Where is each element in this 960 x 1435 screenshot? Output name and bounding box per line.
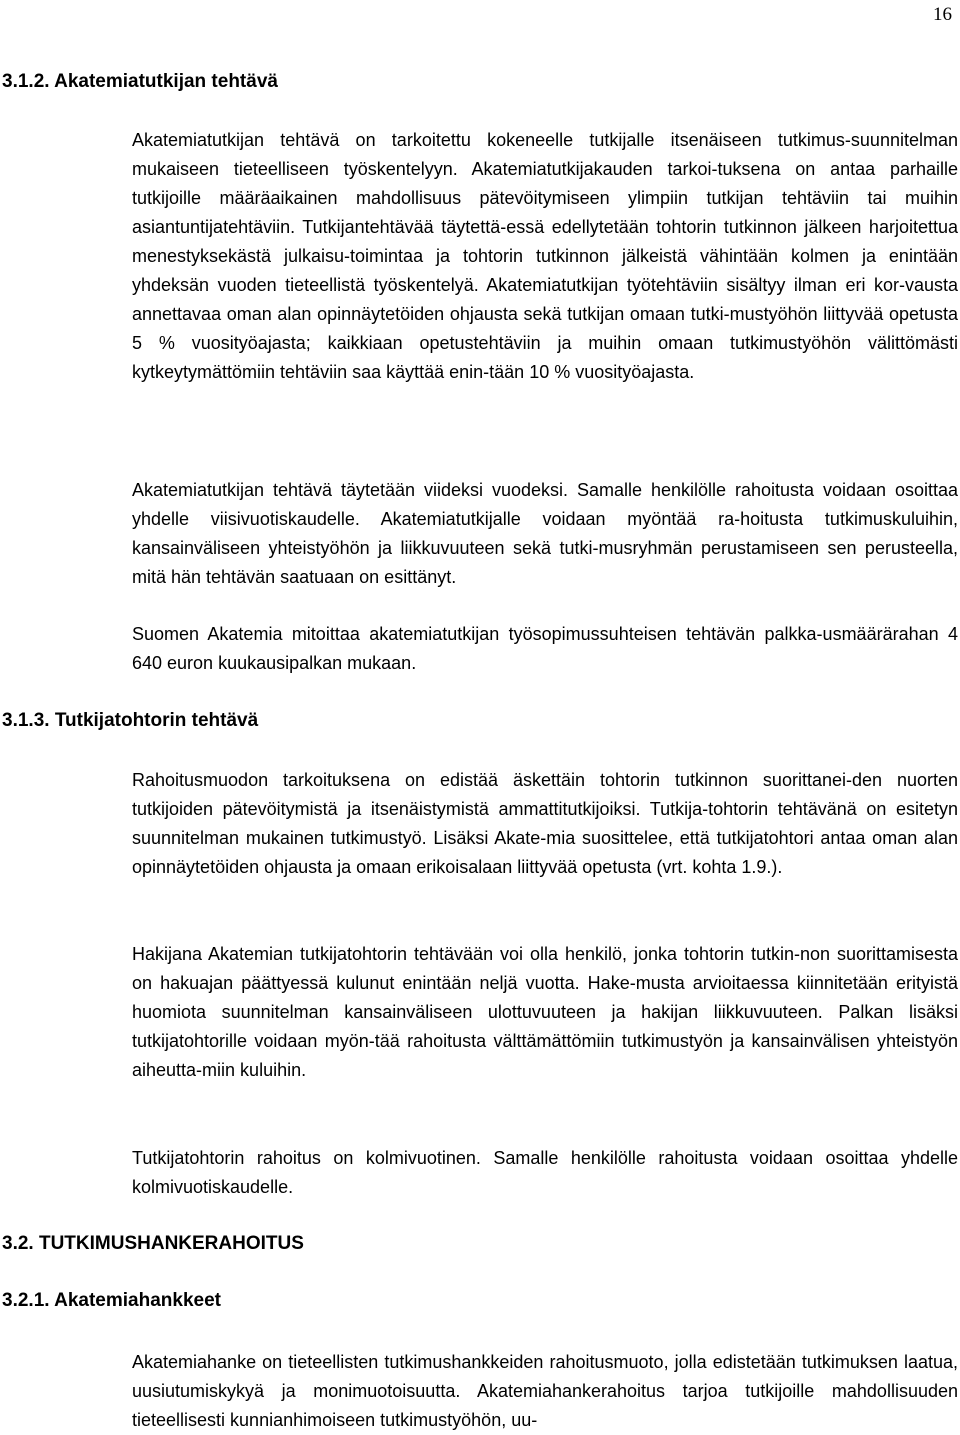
section-heading-3-1-2: 3.1.2. Akatemiatutkijan tehtävä <box>2 71 278 92</box>
paragraph-3-2-1-a: Akatemiahanke on tieteellisten tutkimushankkeiden rahoitusmuoto, jolla edistetään tutkimuksen laatua, uusiutumiskykyä ja monimuotoisuutta. Akatemiahankerahoitus tarjoa tutkijoille mahdollisuuden tieteellisesti kunnianhimoiseen tutkimustyöhön, uu- <box>132 1352 958 1430</box>
paragraph-3-1-3-b: Hakijana Akatemian tutkijatohtorin tehtävään voi olla henkilö, jonka tohtorin tutkin-non suorittamisesta on hakuajan päättyessä kulunut enintään neljä vuotta. Hake-musta arvioitaessa kiinnitetään erityistä huomiota suunnitelman kansainväliseen ulottuvuuteen ja hakijan liikkuvuuteen. Palkan lisäksi tutkijatohtorille voidaan myön-tää rahoitusta välttämättömiin tutkimustyön ja kansainvälisen yhteistyön aiheutta-miin kuluihin. <box>132 944 958 1080</box>
page-number: 16 <box>933 4 952 25</box>
paragraph-3-1-3-a: Rahoitusmuodon tarkoituksena on edistää äskettäin tohtorin tutkinnon suorittanei-den nuorten tutkijoiden pätevöitymistä ja itsenäistymistä ammattitutkijoiksi. Tutkija-tohtorin tehtävänä on esitetyn suunnitelman mukainen tutkimustyö. Lisäksi Akate-mia suosittelee, että tutkijatohtori antaa oman alan opinnäytetöiden ohjausta ja omaan erikoisalaan liittyvää opetusta (vrt. kohta 1.9.). <box>132 770 958 877</box>
paragraph-3-1-2-a: Akatemiatutkijan tehtävä on tarkoitettu kokeneelle tutkijalle itsenäiseen tutkimus-suunnitelman mukaiseen tieteelliseen työskentelyyn. Akatemiatutkijakauden tarkoi-tuksena on antaa parhaille tutkijoille määräaikainen mahdollisuus pätevöitymiseen ylimpiin tutkijan tehtäviin tai muihin asiantuntijatehtäviin. Tutkijantehtävää täytettä-essä edellytetään tohtorin tutkinnon jälkeen harjoitettua menestyksekästä julkaisu-toimintaa ja tohtorin tutkinnon jälkeistä vähintään kolmen ja enintään yhdeksän vuoden tieteellistä työskentelyä. Akatemiatutkijan työtehtäviin sisältyy ilman eri kor-vausta annettavaa oman alan opinnäytetöiden ohjausta sekä tutkijan omaan tutki-mustyöhön liittyvää opetusta 5 % vuosityöajasta; kaikkiaan opetustehtäviin ja muihin omaan tutkimustyöhön välittömästi kytkeytymättömiin tehtäviin saa käyttää enin-tään 10 % vuosityöajasta. <box>132 130 958 382</box>
section-heading-3-2-1: 3.2.1. Akatemiahankkeet <box>2 1290 221 1311</box>
section-heading-3-1-3: 3.1.3. Tutkijatohtorin tehtävä <box>2 710 259 731</box>
paragraph-3-1-2-c: Suomen Akatemia mitoittaa akatemiatutkijan työsopimussuhteisen tehtävän palkka-usmäärärahan 4 640 euron kuukausipalkan mukaan. <box>132 624 958 673</box>
paragraph-3-1-2-b: Akatemiatutkijan tehtävä täytetään viideksi vuodeksi. Samalle henkilölle rahoitusta voidaan osoittaa yhdelle viisivuotiskaudelle. Akatemiatutkijalle voidaan myöntää ra-hoitusta tutkimuskuluihin, kansainväliseen yhteistyöhön ja liikkuvuuteen sekä tutki-musryhmän perustamiseen sen perusteella, mitä hän tehtävän saatuaan on esittänyt. <box>132 480 958 587</box>
section-heading-3-2: 3.2. TUTKIMUSHANKERAHOITUS <box>2 1233 304 1254</box>
paragraph-3-1-3-c: Tutkijatohtorin rahoitus on kolmivuotinen. Samalle henkilölle rahoitusta voidaan osoittaa yhdelle kolmivuotiskaudelle. <box>132 1148 958 1197</box>
